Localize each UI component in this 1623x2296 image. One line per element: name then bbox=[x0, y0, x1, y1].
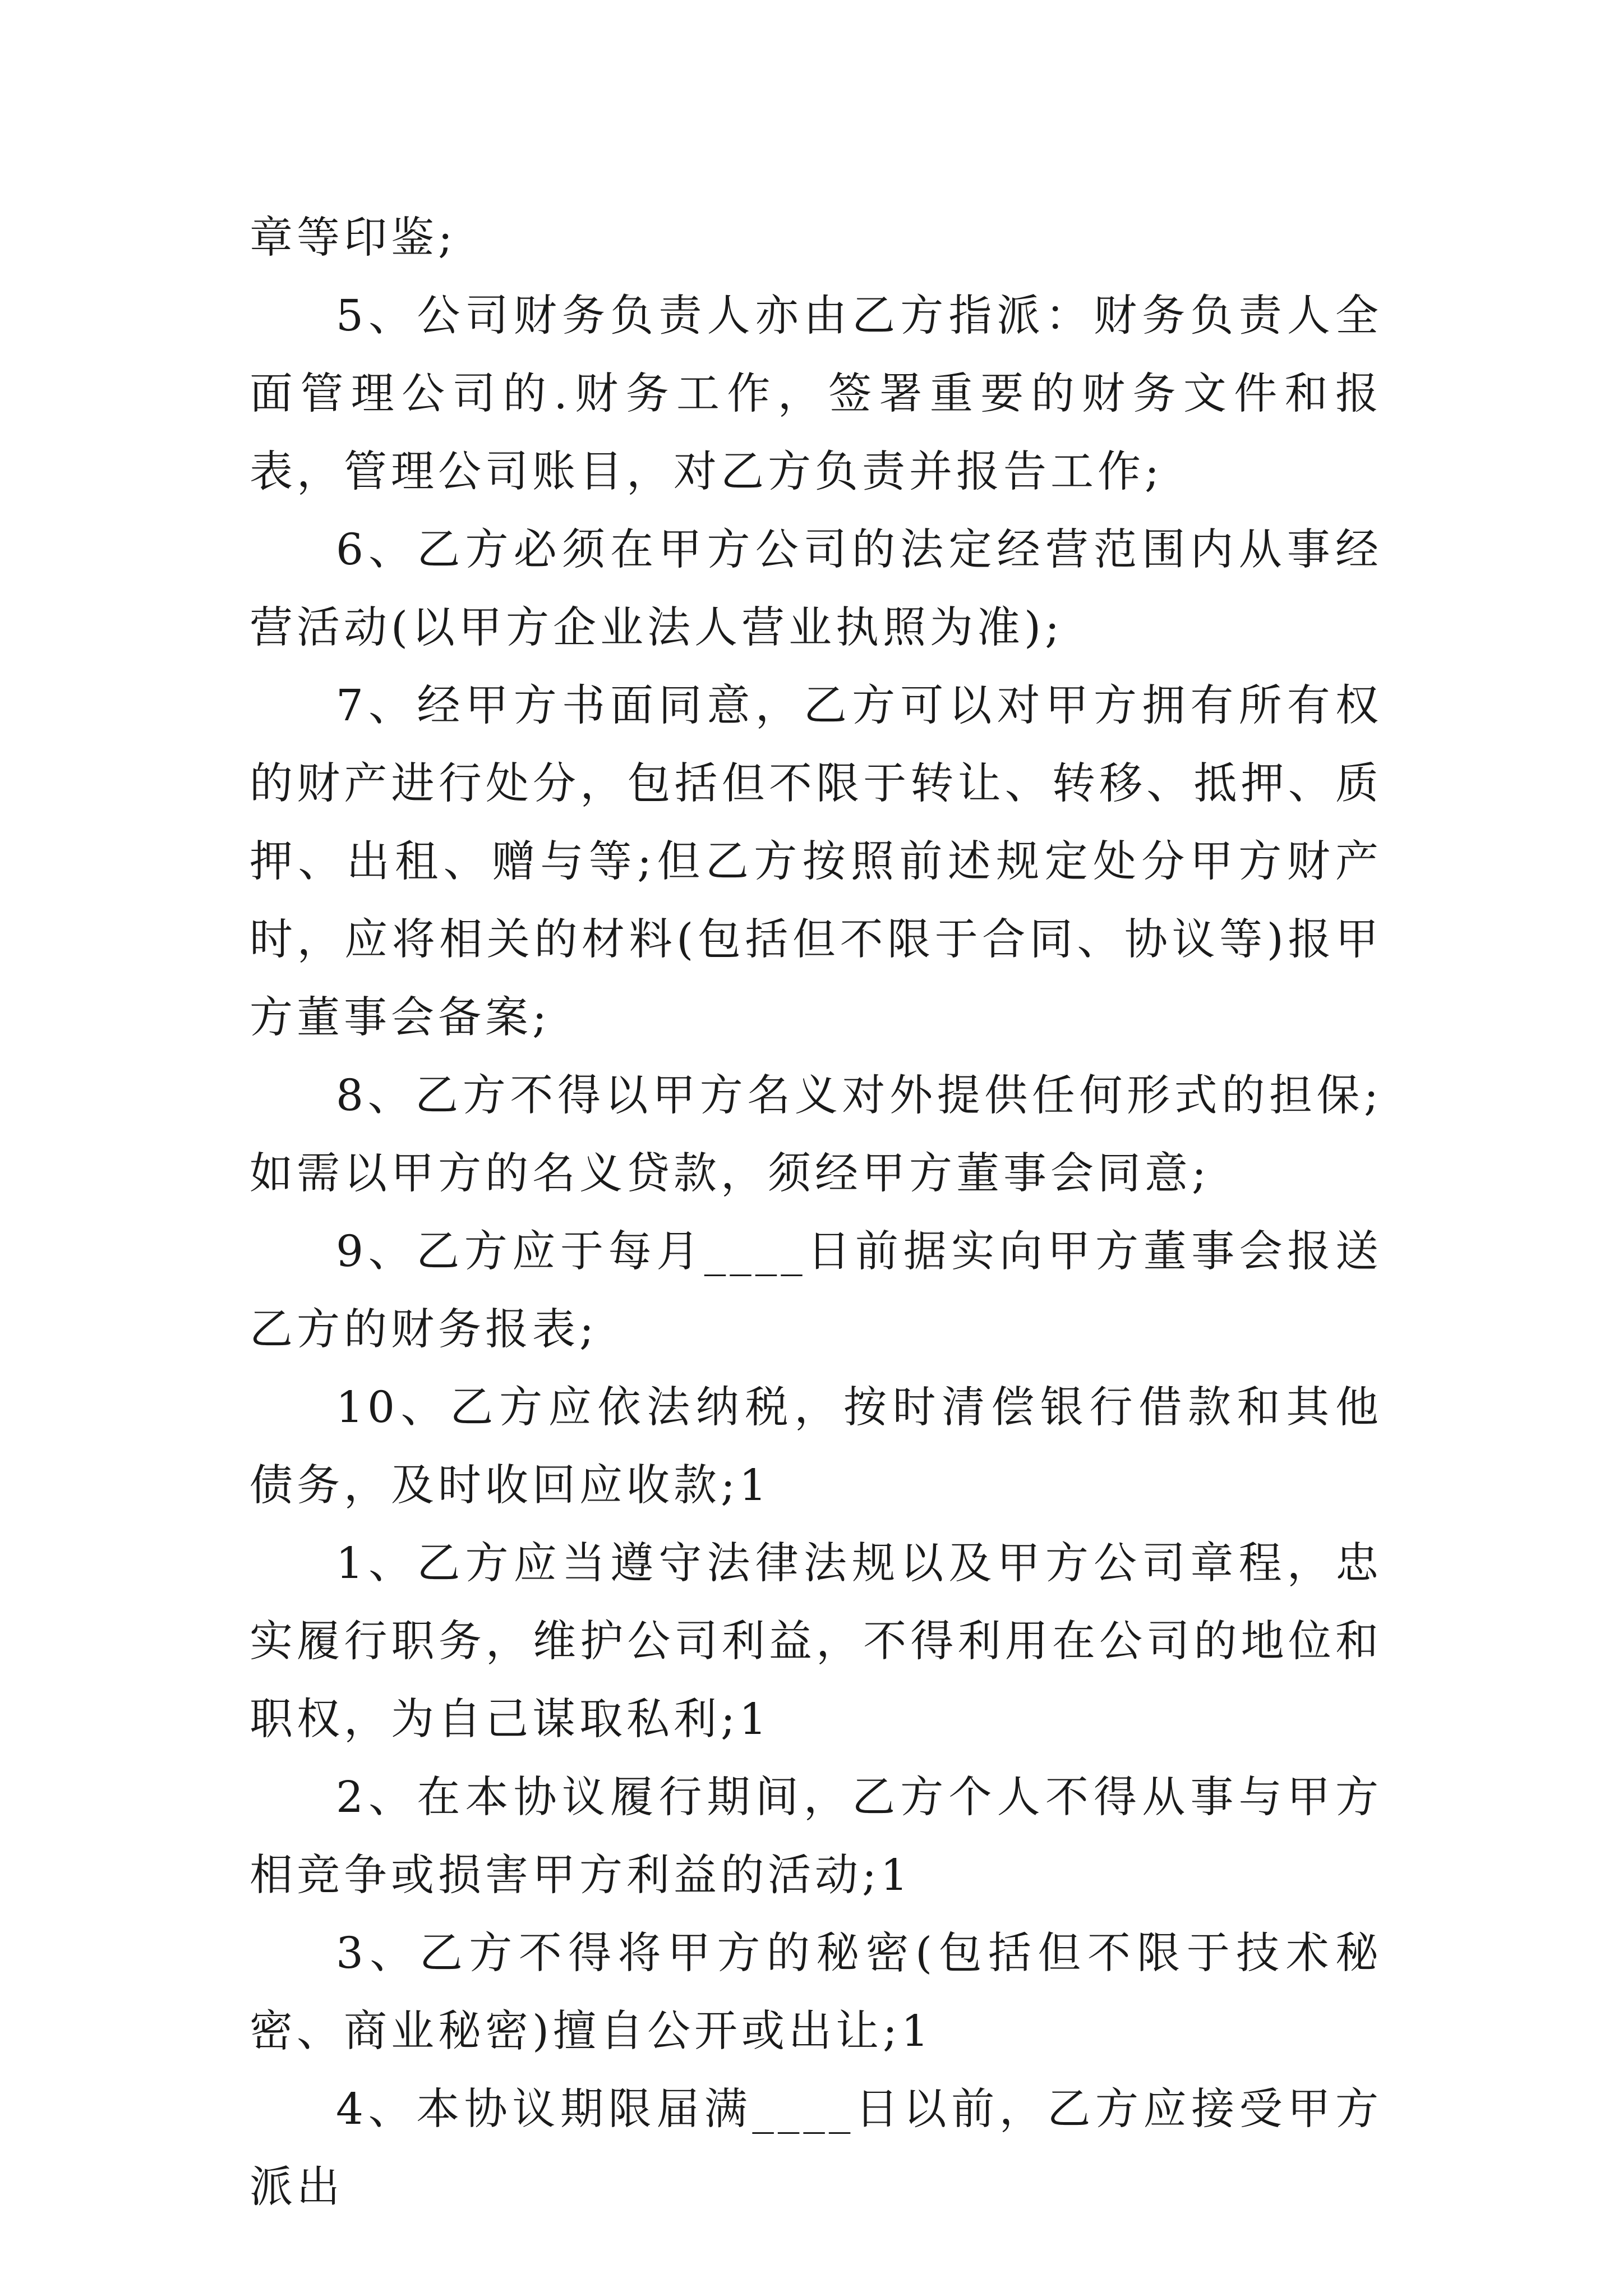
paragraph-item-6-business-scope: 6、乙方必须在甲方公司的法定经营范围内从事经营活动(以甲方企业法人营业执照为准); bbox=[250, 525, 1382, 653]
paragraph-item-12-non-compete: 2、在本协议履行期间，乙方个人不得从事与甲方相竞争或损害甲方利益的活动;1 bbox=[250, 1773, 1382, 1901]
paragraph-item-14-term-expiry: 4、本协议期限届满____日以前，乙方应接受甲方派出 bbox=[250, 2085, 1382, 2212]
paragraph-item-9-financial-report: 9、乙方应于每月____日前据实向甲方董事会报送乙方的财务报表; bbox=[250, 1227, 1382, 1355]
paragraph-seal: 章等印鉴; bbox=[250, 213, 457, 263]
paragraph-item-13-confidentiality: 3、乙方不得将甲方的秘密(包括但不限于技术秘密、商业秘密)擅自公开或出让;1 bbox=[250, 1929, 1382, 2056]
paragraph-item-7-property-disposal: 7、经甲方书面同意，乙方可以对甲方拥有所有权的财产进行处分，包括但不限于转让、转移、抵押、质押、出租、赠与等;但乙方按照前述规定处分甲方财产时，应将相关的材料(包括但不限于合同、协议等)报甲方董事会备案; bbox=[250, 681, 1382, 1043]
paragraph-item-8-guarantee: 8、乙方不得以甲方名义对外提供任何形式的担保;如需以甲方的名义贷款，须经甲方董事会同意; bbox=[250, 1071, 1382, 1199]
document-body bbox=[250, 199, 1382, 2226]
paragraph-item-5-finance-officer: 5、公司财务负责人亦由乙方指派：财务负责人全面管理公司的.财务工作，签署重要的财务文件和报表，管理公司账目，对乙方负责并报告工作; bbox=[250, 291, 1382, 497]
paragraph-item-10-tax: 10、乙方应依法纳税，按时清偿银行借款和其他债务，及时收回应收款;1 bbox=[250, 1383, 1382, 1511]
paragraph-item-11-obligations: 1、乙方应当遵守法律法规以及甲方公司章程，忠实履行职务，维护公司利益，不得利用在公司的地位和职权，为自己谋取私利;1 bbox=[250, 1539, 1382, 1745]
